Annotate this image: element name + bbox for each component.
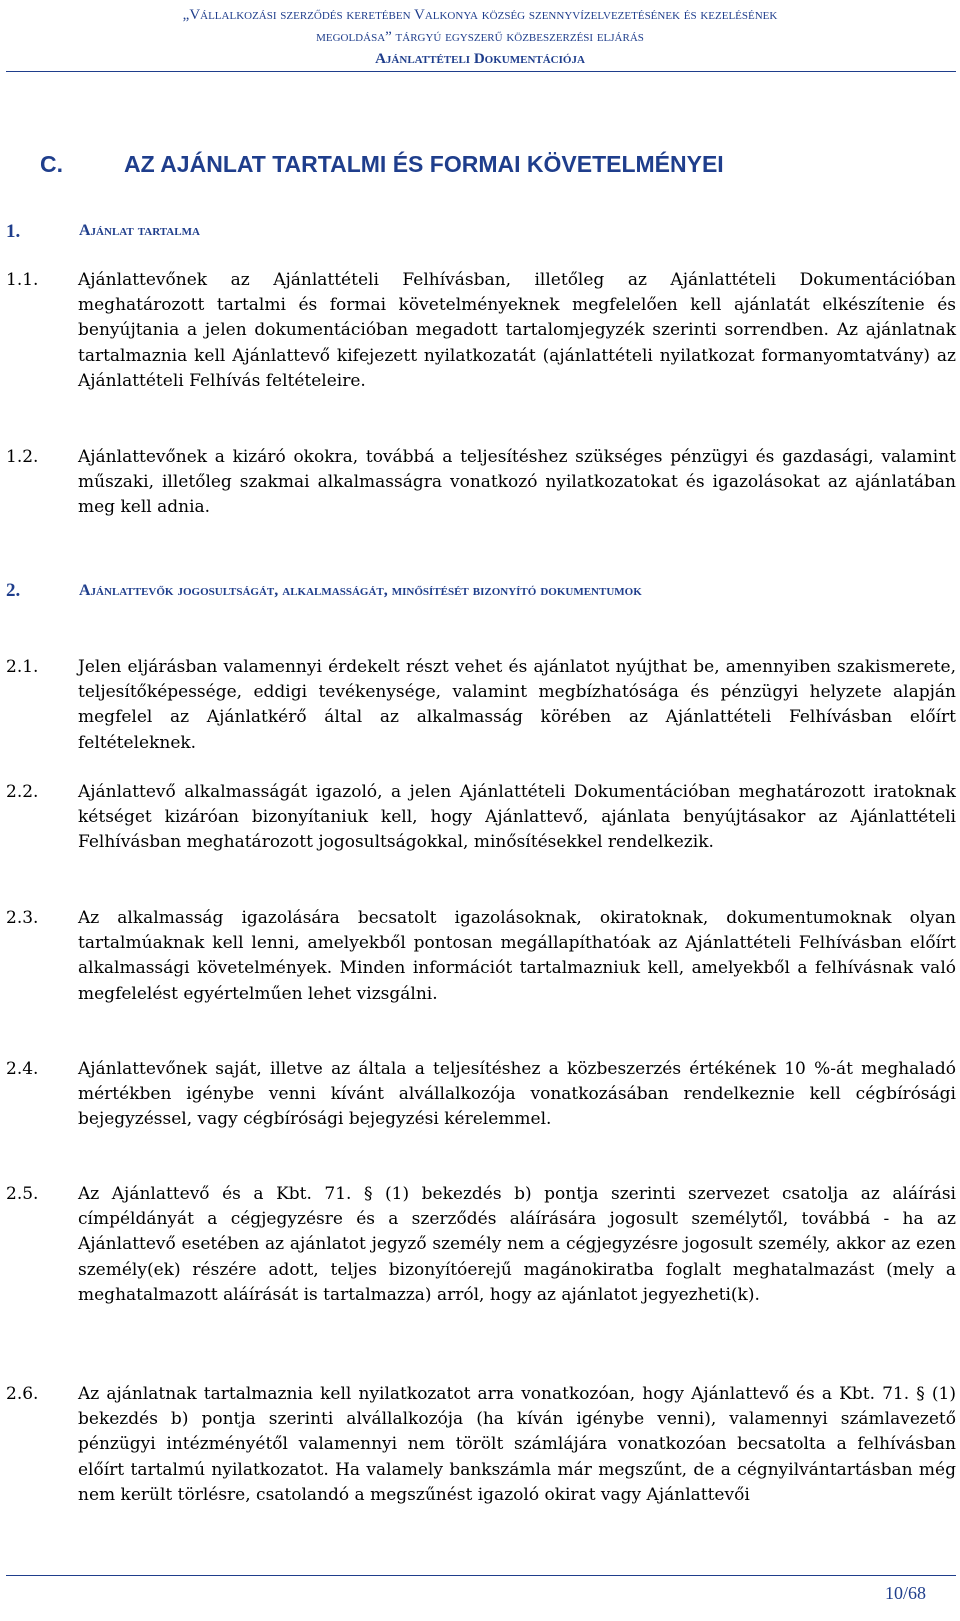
paragraph-text: Az alkalmasság igazolására becsatolt igazolásoknak, okiratoknak, dokumentumoknak olyan tartalmúaknak kell lenni, amelyekből pontosan megállapíthatóak az Ajánlattételi Felhívásban előírt alkalmassági követelmények. Minden információt tartalmazniuk kell, amelyekből a felhívásnak való megfelelést egyértelműen lehet vizsgálni. — [78, 908, 956, 1004]
page-number: 10/68 — [884, 1583, 926, 1603]
running-header — [0, 4, 960, 70]
footer-divider — [6, 1575, 956, 1576]
header-line-1: „Vállalkozási szerződés keretében Valkonya község szennyvízelvezetésének és kezelésének — [182, 7, 778, 23]
paragraph-text: Az ajánlatnak tartalmaznia kell nyilatkozatot arra vonatkozóan, hogy Ajánlattevő és a Kbt. 71. § (1) bekezdés b) pontja szerinti alvállalkozója (ha kíván igénybe venni), valamennyi számlavezető pénzügyi intézményétől valamennyi nem törölt számlájára vonatkozóan becsatolta a felhívásban előírt tartalmú nyilatkozatot. Ha valamely bankszámla már megszűnt, de a cégnyilvántartásban még nem került törlésre, csatolandó a megszűnést igazoló okirat vagy Ajánlattevői — [78, 1384, 956, 1505]
subsection-number: 1. — [6, 221, 21, 242]
paragraph-number: 2.2. — [6, 782, 39, 802]
paragraph-text: Ajánlattevő alkalmasságát igazoló, a jelen Ajánlattételi Dokumentációban meghatározott iratoknak kétséget kizáróan bizonyítaniuk kell, hogy Ajánlattevő, ajánlata benyújtásakor az Ajánlattételi Felhívásban meghatározott jogosultságokkal, minősítésekkel rendelkezik. — [78, 782, 956, 853]
header-line-2: megoldása” tárgyú egyszerű közbeszerzési eljárás — [316, 29, 644, 45]
paragraph-number: 1.1. — [6, 270, 39, 290]
paragraph-number: 2.1. — [6, 657, 39, 677]
paragraph-number: 2.3. — [6, 908, 39, 928]
paragraph-number: 2.4. — [6, 1059, 39, 1079]
section-title — [40, 151, 724, 178]
section-number: C. — [40, 151, 63, 177]
paragraph-text: Ajánlattevőnek a kizáró okokra, továbbá a teljesítéshez szükséges pénzügyi és gazdasági, valamint műszaki, illetőleg szakmai alkalmasságra vonatkozó nyilatkozatokat és igazolásokat az ajánlatában meg kell adnia. — [78, 447, 956, 518]
paragraph-number: 1.2. — [6, 447, 39, 467]
paragraph-number: 2.5. — [6, 1184, 39, 1204]
paragraph-number: 2.6. — [6, 1384, 39, 1404]
subsection-title: Ajánlattevők jogosultságát, alkalmasságát, minősítését bizonyító dokumentumok — [79, 582, 642, 599]
header-divider — [6, 71, 956, 72]
header-line-3: Ajánlattételi Dokumentációja — [375, 51, 585, 67]
paragraph-text: Az Ajánlattevő és a Kbt. 71. § (1) bekezdés b) pontja szerinti szervezet csatolja az aláírási címpéldányát a cégjegyzésre és a szerződés aláírására jogosult személytől, továbbá - ha az Ajánlattevő esetében az ajánlatot jegyző személy nem a cégjegyzésre jogosult személy, akkor az ezen személy(ek) részére adott, teljes bizonyítóerejű magánokiratba foglalt meghatalmazást (mely a meghatalmazott aláírását is tartalmazza) arról, hogy az ajánlatot jegyezheti(k). — [78, 1184, 956, 1305]
paragraph-text: Jelen eljárásban valamennyi érdekelt részt vehet és ajánlatot nyújthat be, amennyiben szakismerete, teljesítőképessége, eddigi tevékenysége, valamint megbízhatósága és pénzügyi helyzete alapján megfelel az Ajánlatkérő által az alkalmasság körében az Ajánlattételi Felhívásban előírt feltételeknek. — [78, 657, 956, 753]
paragraph-text: Ajánlattevőnek az Ajánlattételi Felhívásban, illetőleg az Ajánlattételi Dokumentációban meghatározott tartalmi és formai követelményeknek megfelelően kell ajánlatát elkészítenie és benyújtania a jelen dokumentációban megadott tartalomjegyzék szerinti sorrendben. Az ajánlatnak tartalmaznia kell Ajánlattevő kifejezett nyilatkozatát (ajánlattételi nyilatkozat formanyomtatvány) az Ajánlattételi Felhívás feltételeire. — [78, 270, 956, 391]
subsection-title: Ajánlat tartalma — [79, 222, 200, 239]
paragraph-text: Ajánlattevőnek saját, illetve az általa a teljesítéshez a közbeszerzés értékének 10 %-át meghaladó mértékben igénybe venni kívánt alvállalkozója vonatkozásában rendelkeznie kell cégbírósági bejegyzéssel, vagy cégbírósági bejegyzési kérelemmel. — [78, 1059, 956, 1130]
section-title-text: AZ AJÁNLAT TARTALMI ÉS FORMAI KÖVETELMÉNYEI — [124, 151, 724, 177]
subsection-number: 2. — [6, 580, 21, 601]
